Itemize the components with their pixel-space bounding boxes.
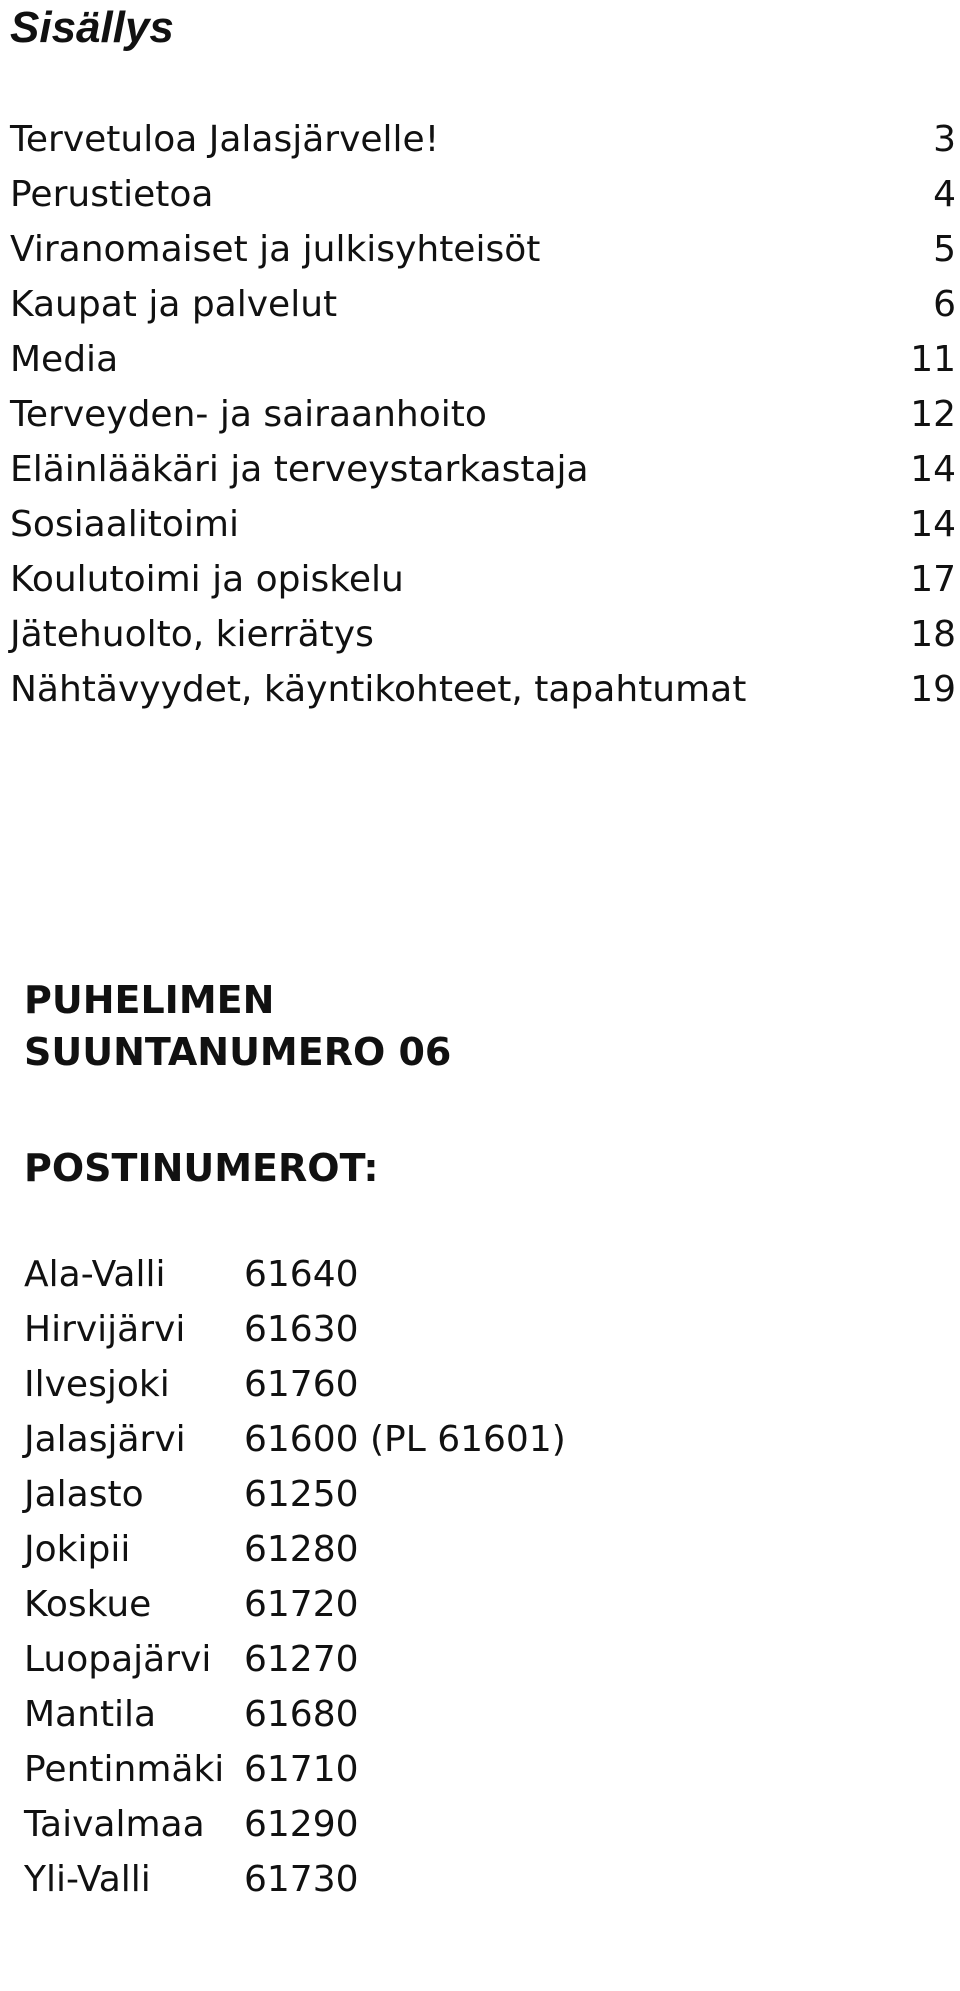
toc-entry: [10, 607, 956, 662]
postal-place: Ilvesjoki: [24, 1364, 170, 1405]
postal-code-row: [24, 1632, 566, 1687]
postal-place: Jokipii: [24, 1529, 131, 1570]
postal-place: Mantila: [24, 1694, 157, 1735]
toc-entry-page: 17: [910, 559, 956, 600]
toc-entry-label: Sosiaalitoimi: [10, 504, 239, 545]
postal-code: 61710: [244, 1749, 359, 1790]
toc-entry: [10, 662, 956, 717]
postal-code: 61290: [244, 1804, 359, 1845]
postal-code-row: [24, 1577, 566, 1632]
postal-code: 61730: [244, 1859, 359, 1900]
postal-place: Ala-Valli: [24, 1254, 166, 1295]
postal-place: Luopajärvi: [24, 1639, 212, 1680]
area-code-line-1: PUHELIMEN: [24, 978, 275, 1022]
toc-entry: [10, 387, 956, 442]
postal-place: Jalasjärvi: [24, 1419, 186, 1460]
postal-code-row: [24, 1687, 566, 1742]
toc-entry-label: Tervetuloa Jalasjärvelle!: [10, 119, 440, 160]
postal-code-row: [24, 1247, 566, 1302]
postal-code-row: [24, 1467, 566, 1522]
postal-code-row: [24, 1302, 566, 1357]
postal-code-row: [24, 1522, 566, 1577]
postal-place: Hirvijärvi: [24, 1309, 186, 1350]
postal-place: Yli-Valli: [24, 1859, 151, 1900]
toc-entry: [10, 442, 956, 497]
postal-code: 61720: [244, 1584, 359, 1625]
toc-entry-page: 12: [910, 394, 956, 435]
toc-entry-page: 14: [910, 504, 956, 545]
postal-place: Taivalmaa: [24, 1804, 205, 1845]
toc-entry-page: 14: [910, 449, 956, 490]
toc-entry: [10, 277, 956, 332]
area-code-line-2: SUUNTANUMERO 06: [24, 1030, 452, 1074]
toc-entry-label: Eläinlääkäri ja terveystarkastaja: [10, 449, 589, 490]
postal-code-list: [24, 1247, 566, 1907]
toc-entry-label: Media: [10, 339, 119, 380]
table-of-contents: [10, 112, 956, 717]
toc-entry-page: 18: [910, 614, 956, 655]
postal-code: 61280: [244, 1529, 359, 1570]
postal-code-row: [24, 1357, 566, 1412]
toc-entry-label: Koulutoimi ja opiskelu: [10, 559, 404, 600]
toc-entry: [10, 167, 956, 222]
postal-code-row: [24, 1742, 566, 1797]
postal-code: 61250: [244, 1474, 359, 1515]
toc-entry-page: 11: [910, 339, 956, 380]
area-code-heading: [24, 974, 451, 1078]
toc-entry-label: Kaupat ja palvelut: [10, 284, 338, 325]
postal-place: Koskue: [24, 1584, 152, 1625]
toc-entry: [10, 112, 956, 167]
toc-entry-label: Viranomaiset ja julkisyhteisöt: [10, 229, 541, 270]
toc-entry-page: 6: [933, 284, 956, 325]
postal-code: 61680: [244, 1694, 359, 1735]
postal-place: Jalasto: [24, 1474, 144, 1515]
toc-entry-label: Jätehuolto, kierrätys: [10, 614, 374, 655]
toc-entry: [10, 332, 956, 387]
toc-entry-page: 4: [933, 174, 956, 215]
postal-code: 61760: [244, 1364, 359, 1405]
toc-entry-label: Nähtävyydet, käyntikohteet, tapahtumat: [10, 669, 747, 710]
page-title: Sisällys: [10, 3, 174, 52]
postal-place: Pentinmäki: [24, 1749, 225, 1790]
postal-code: 61270: [244, 1639, 359, 1680]
postal-code-row: [24, 1852, 566, 1907]
toc-entry-page: 5: [933, 229, 956, 270]
toc-entry-page: 19: [910, 669, 956, 710]
toc-entry-label: Perustietoa: [10, 174, 214, 215]
toc-entry-page: 3: [933, 119, 956, 160]
postal-code: 61600 (PL 61601): [244, 1419, 566, 1460]
postal-codes-heading: POSTINUMEROT:: [24, 1146, 379, 1190]
postal-code: 61640: [244, 1254, 359, 1295]
postal-code: 61630: [244, 1309, 359, 1350]
postal-code-row: [24, 1412, 566, 1467]
toc-entry: [10, 497, 956, 552]
toc-entry: [10, 552, 956, 607]
toc-entry: [10, 222, 956, 277]
postal-code-row: [24, 1797, 566, 1852]
toc-entry-label: Terveyden- ja sairaanhoito: [10, 394, 487, 435]
